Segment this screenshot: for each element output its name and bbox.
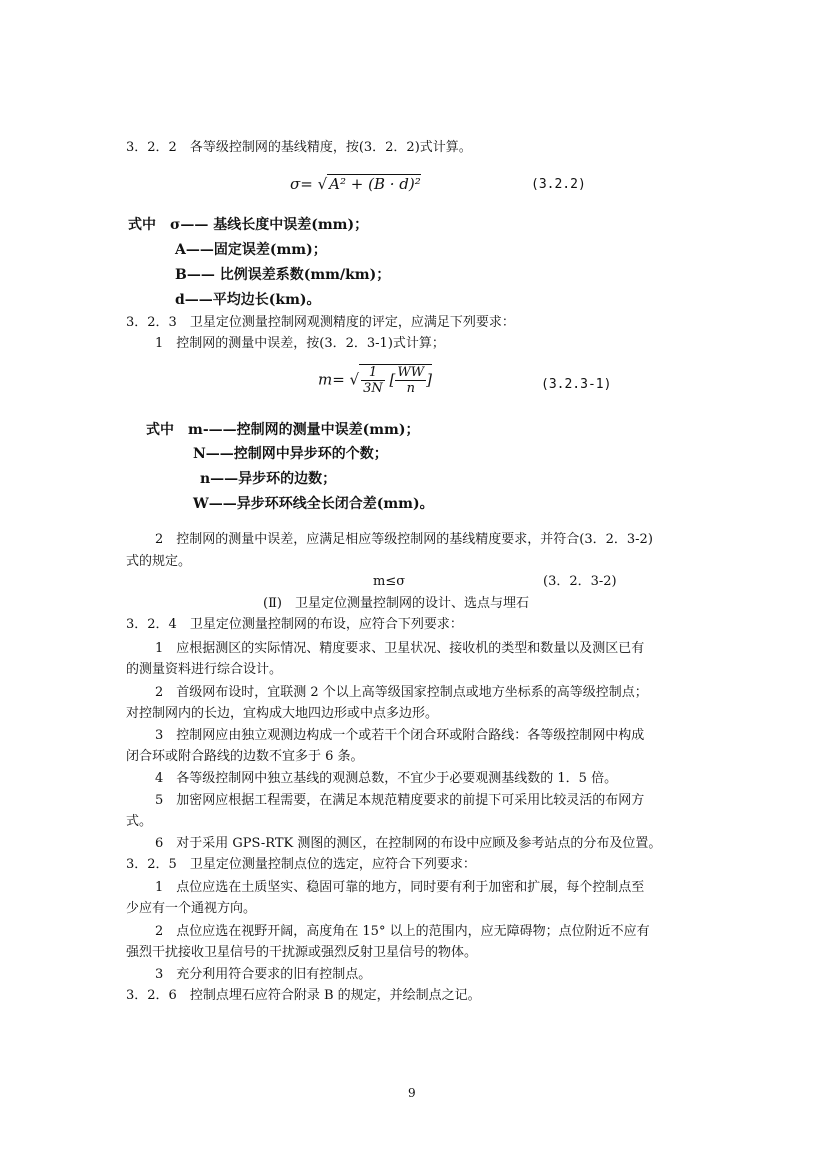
clause-3-2-4-item-2: 2 首级网布设时，宜联测 2 个以上高等级国家控制点或地方坐标系的高等级控制点； — [155, 685, 648, 700]
where-m: 式中 m-——控制网的测量中误差(mm)； — [146, 422, 420, 438]
formula-3-2-2: σ= √ A² + (B · d)² — [290, 175, 421, 193]
clause-3-2-4: 3．2．4 卫星定位测量控制网的布设，应符合下列要求： — [126, 617, 463, 632]
page-number: 9 — [408, 1086, 416, 1100]
clause-3-2-4-item-3-cont: 闭合环或附合路线的边数不宜多于 6 条。 — [126, 749, 364, 764]
clause-3-2-6: 3．2．6 控制点埋石应符合附录 B 的规定，并绘制点之记。 — [126, 988, 481, 1003]
clause-3-2-4-item-5-cont: 式。 — [126, 814, 153, 829]
clause-3-2-5-item-3: 3 充分利用符合要求的旧有控制点。 — [155, 967, 372, 982]
formula-3-2-3-2: m≤σ — [373, 574, 406, 589]
equation-number: (3.2.3-1) — [541, 377, 612, 392]
clause-3-2-5-item-2: 2 点位应选在视野开阔，高度角在 15° 以上的范围内，应无障碍物；点位附近不应有 — [155, 924, 650, 939]
clause-3-2-5: 3．2．5 卫星定位测量控制点位的选定，应符合下列要求： — [126, 857, 476, 872]
clause-3-2-4-item-2-cont: 对控制网内的长边，宜构成大地四边形或中点多边形。 — [126, 706, 439, 721]
clause-3-2-4-item-1-cont: 的测量资料进行综合设计。 — [126, 662, 283, 677]
clause-3-2-3-item-2: 2 控制网的测量中误差，应满足相应等级控制网的基线精度要求，并符合(3．2．3-2) — [155, 532, 653, 547]
clause-3-2-4-item-5: 5 加密网应根据工程需要，在满足本规范精度要求的前提下可采用比较灵活的布网方 — [155, 793, 645, 808]
clause-3-2-2: 3．2．2 各等级控制网的基线精度，按(3．2．2)式计算。 — [126, 140, 472, 155]
section-heading: (Ⅱ) 卫星定位测量控制网的设计、选点与埋石 — [263, 596, 529, 611]
where-n-lower: n——异步环的边数； — [200, 471, 337, 487]
clause-3-2-3-item-1: 1 控制网的测量中误差，按(3．2．3-1)式计算； — [155, 336, 445, 351]
clause-3-2-4-item-1: 1 应根据测区的实际情况、精度要求、卫星状况、接收机的类型和数量以及测区已有 — [155, 641, 645, 656]
where-w: W——异步环环线全长闭合差(mm)。 — [193, 496, 434, 512]
where-a: A——固定误差(mm)； — [175, 242, 327, 258]
where-n-upper: N——控制网中异步环的个数； — [193, 446, 388, 462]
equation-number: (3．2．3-2) — [543, 574, 617, 589]
clause-3-2-5-item-1-cont: 少应有一个通视方向。 — [126, 901, 257, 916]
clause-3-2-3: 3．2．3 卫星定位测量控制网观测精度的评定，应满足下列要求： — [126, 315, 515, 330]
where-sigma: 式中 σ—— 基线长度中误差(mm)； — [128, 217, 369, 233]
equation-number: (3.2.2) — [531, 177, 586, 192]
clause-3-2-4-item-6: 6 对于采用 GPS-RTK 测图的测区，在控制网的布设中应顾及参考站点的分布及位置。 — [155, 836, 662, 851]
clause-3-2-4-item-4: 4 各等级控制网中独立基线的观测总数，不宜少于必要观测基线数的 1．5 倍。 — [155, 771, 618, 786]
formula-3-2-3-1: m= √ $\frac{1}{3N}$ [ $\frac{WW}{n}$ ] — [318, 365, 432, 396]
clause-3-2-5-item-1: 1 点位应选在土质坚实、稳固可靠的地方，同时要有利于加密和扩展，每个控制点至 — [155, 880, 645, 895]
where-d: d——平均边长(km)。 — [175, 292, 321, 308]
where-b: B—— 比例误差系数(mm/km)； — [175, 267, 391, 283]
clause-3-2-4-item-3: 3 控制网应由独立观测边构成一个或若干个闭合环或附合路线：各等级控制网中构成 — [155, 728, 645, 743]
clause-3-2-5-item-2-cont: 强烈干扰接收卫星信号的干扰源或强烈反射卫星信号的物体。 — [126, 945, 478, 960]
clause-3-2-3-item-2-cont: 式的规定。 — [126, 554, 192, 569]
